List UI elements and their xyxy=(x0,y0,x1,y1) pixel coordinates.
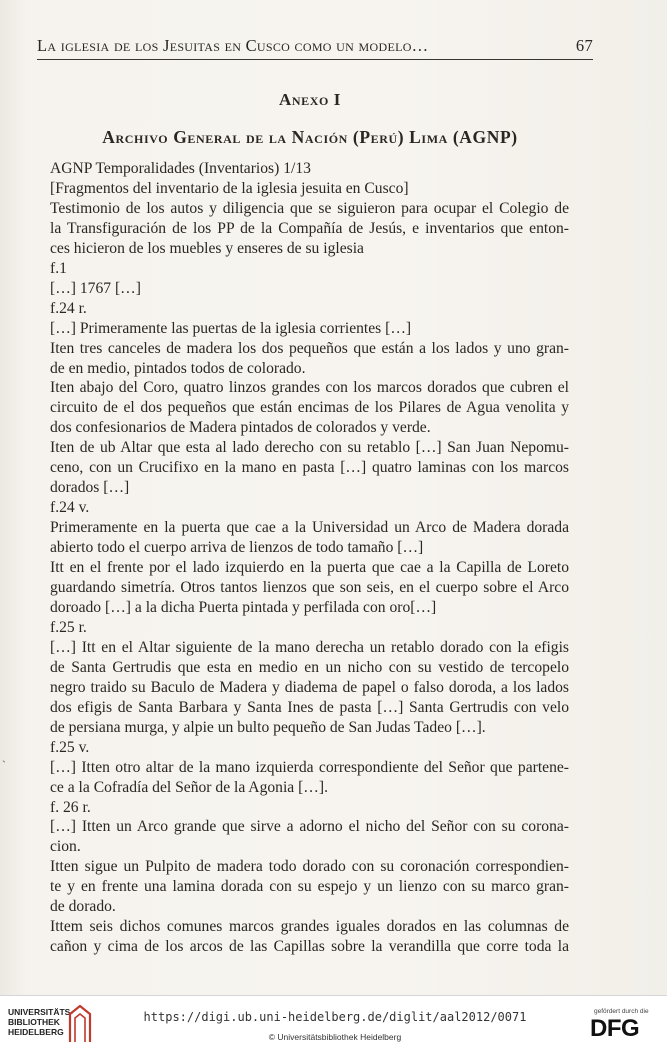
text-line: f.24 r. xyxy=(50,299,87,317)
text-line: dos confesionarios de Madera pintados de colorados y verde. xyxy=(50,419,431,437)
funding-note: gefördert durch die xyxy=(594,1008,649,1015)
source-link[interactable]: https://digi.ub.uni-heidelberg.de/diglit/aal2012/0071 xyxy=(143,1010,527,1024)
text-line: Ittem seis dichos comunes marcos grandes iguales dorados en las columnas de xyxy=(50,918,569,936)
text-line: Iten tres canceles de madera los dos pequeños que están a los lados y uno gran- xyxy=(50,339,569,357)
text-line: f.25 v. xyxy=(50,738,90,756)
text-line: doroado […] a la dicha Puerta pintada y perfilada con oro[…] xyxy=(50,598,437,616)
copyright-text: © Universitätsbibliothek Heidelberg xyxy=(268,1032,402,1042)
text-line: circuito de el dos pequeños que están encimas de los Pilares de Agua venolita y xyxy=(50,399,569,417)
text-line: ces hicieron de los muebles y enseres de su iglesia xyxy=(50,239,364,257)
text-line: guardando simetría. Otros tantos lienzos que son seis, en el cuerpo sobre el Arco xyxy=(50,579,569,597)
text-line: f.24 v. xyxy=(50,499,90,517)
dfg-logo: DFG xyxy=(590,1015,640,1042)
library-logo-icon xyxy=(66,1004,94,1044)
text-line: Testimonio de los autos y diligencia que se siguieron para ocupar el Colegio de xyxy=(50,199,569,217)
text-line: f. 26 r. xyxy=(50,798,91,816)
archive-heading: Archivo General de la Nación (Perú) Lima (AGNP) xyxy=(102,127,518,147)
text-line: […] Itt en el Altar siguiente de la mano derecha un retablo dorado con la efigis xyxy=(50,638,569,656)
text-line: de dorado. xyxy=(50,898,116,916)
text-line: […] Itten otro altar de la mano izquierda correspondiente del Señor que partene- xyxy=(50,758,569,776)
running-head xyxy=(37,36,593,60)
text-line: dorados […] xyxy=(50,479,130,497)
text-line: […] Itten un Arco grande que sirve a adorno el nicho del Señor con su corona- xyxy=(50,818,569,836)
text-line: de persiana murga, y alpie un bulto pequeño de San Judas Tadeo […]. xyxy=(50,718,486,736)
text-line: f.1 xyxy=(50,259,67,277)
text-line: […] 1767 […] xyxy=(50,279,141,297)
text-line: ce a la Cofradía del Señor de la Agonia […]. xyxy=(50,778,328,796)
text-line: AGNP Temporalidades (Inventarios) 1/13 xyxy=(50,160,311,177)
text-line: de en medio, pintados todos de colorado. xyxy=(50,359,306,377)
text-line: de Santa Gertrudis que esta en medio en un nicho con su vestido de tercopelo xyxy=(50,658,569,676)
text-line: […] Primeramente las puertas de la iglesia corrientes […] xyxy=(50,319,412,337)
text-line: te y en frente una lamina dorada con su espejo y un lienzo con su marco gran- xyxy=(50,878,569,896)
text-line: cion. xyxy=(50,838,81,856)
text-line: la Transfiguración de los PP de la Compañía de Jesús, e inventarios que enton- xyxy=(50,219,569,237)
text-line: ceno, con un Crucifixo en la mano en pasta […] quatro laminas con los marcos xyxy=(50,459,569,477)
text-line: cañon y cima de los arcos de las Capillas sobre la verandilla que corre toda la xyxy=(50,938,569,956)
text-line: Itt en el frente por el lado izquierdo en la puerta que cae a la Capilla de Loreto xyxy=(50,559,569,577)
text-line: negro traido su Baculo de Madera y diadema de papel o falso doroda, a los lados xyxy=(50,678,569,696)
text-line: [Fragmentos del inventario de la iglesia jesuita en Cusco] xyxy=(50,179,409,197)
text-line: Itten sigue un Pulpito de madera todo dorado con su coronación correspondien- xyxy=(50,858,569,876)
library-logo-line: UNIVERSITÄTS- xyxy=(8,1007,74,1017)
annex-heading: Anexo I xyxy=(278,90,341,109)
margin-mark: ˋ xyxy=(2,758,6,772)
text-line: f.25 r. xyxy=(50,618,87,636)
library-logo-line: HEIDELBERG xyxy=(8,1027,64,1037)
text-line: dos efigis de Santa Barbara y Santa Ines de pasta […] Santa Gertrudis con velo xyxy=(50,698,569,716)
document-body xyxy=(50,159,569,957)
page-number: 67 xyxy=(575,36,593,55)
library-logo-line: BIBLIOTHEK xyxy=(8,1017,60,1027)
library-logo-text xyxy=(8,1007,73,1037)
running-title: La iglesia de los Jesuitas en Cusco como un modelo… xyxy=(37,36,429,55)
text-line: Iten abajo del Coro, quatro linzos grandes con los marcos dorados que cubren el xyxy=(50,379,569,397)
text-line: Primeramente en la puerta que cae a la Universidad un Arco de Madera dorada xyxy=(50,519,569,537)
text-line: abierto todo el cuerpo arriva de lienzos de todo tamaño […] xyxy=(50,539,424,557)
text-line: Iten de ub Altar que esta al lado derecho con su retablo […] San Juan Nepomu- xyxy=(50,439,569,457)
